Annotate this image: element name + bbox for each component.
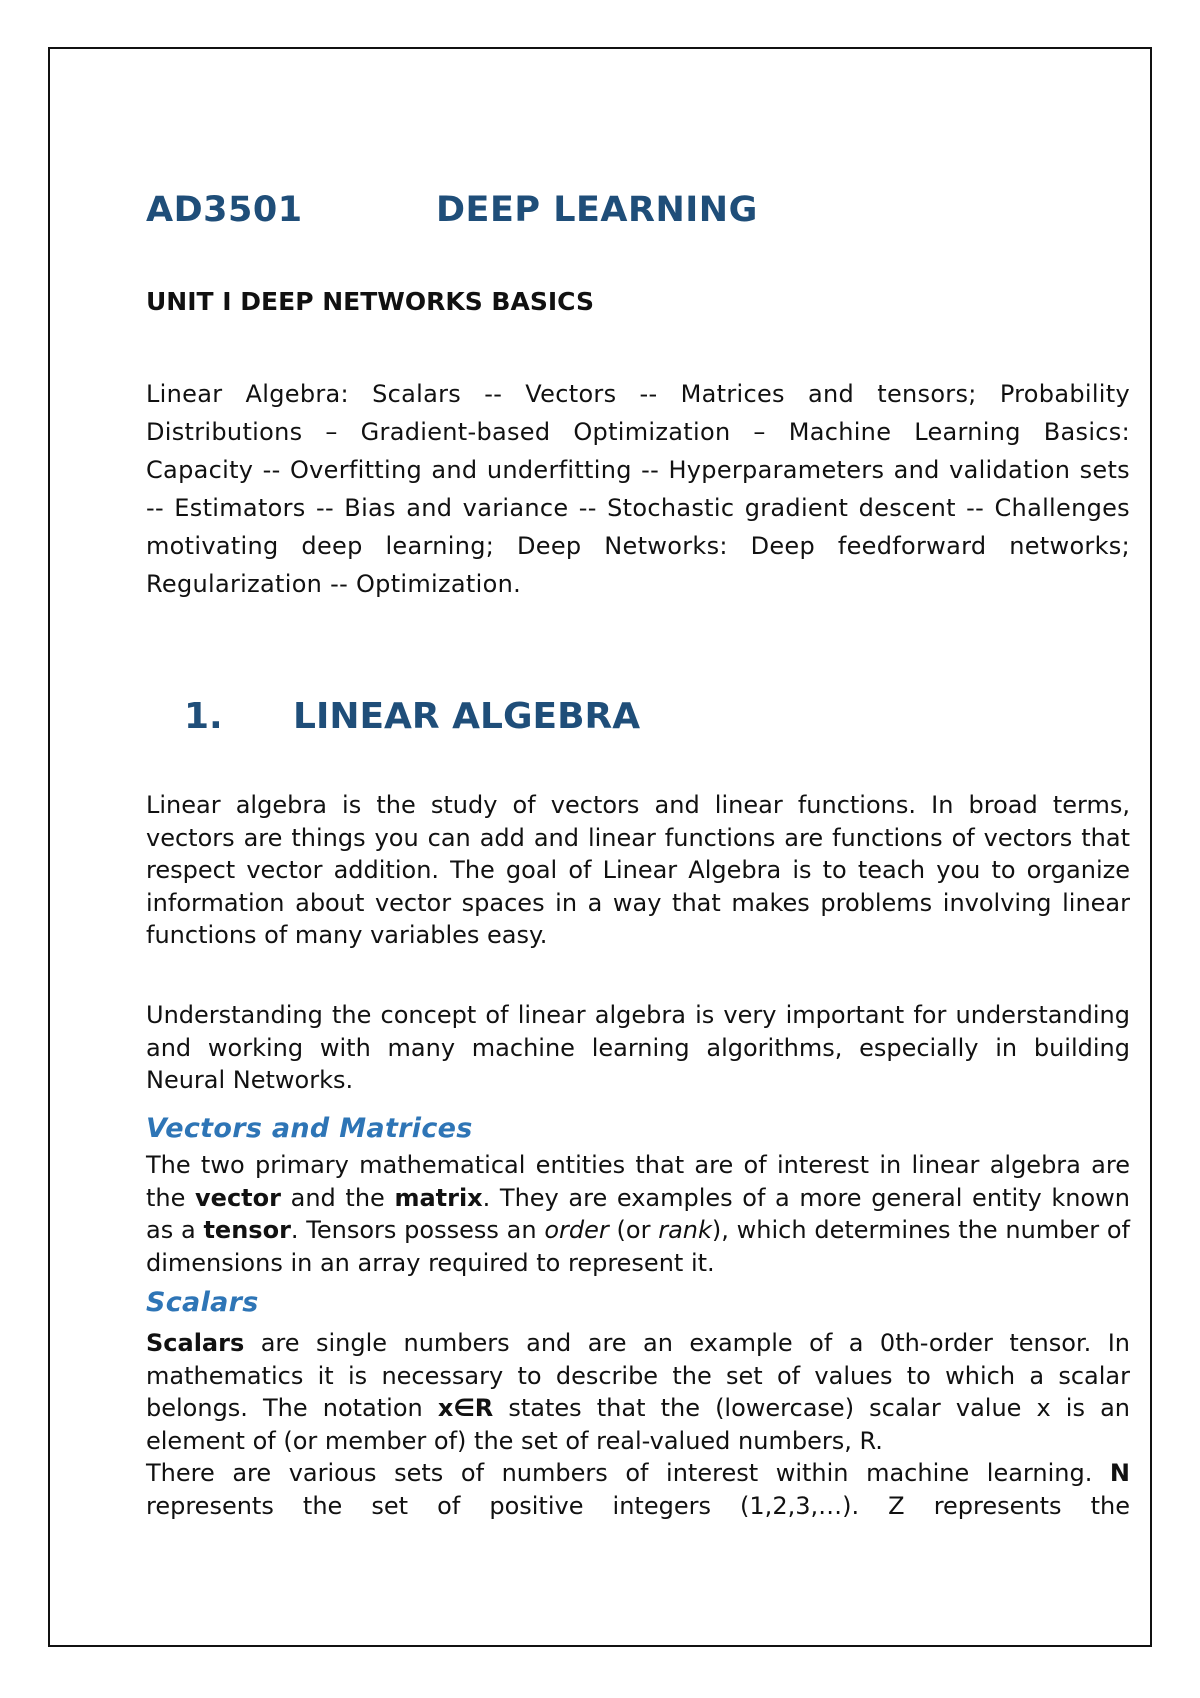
text-run: . Tensors possess an xyxy=(290,1216,545,1245)
course-code: AD3501 xyxy=(146,190,303,230)
text-run: and the xyxy=(280,1183,395,1212)
term-matrix: matrix xyxy=(394,1183,483,1212)
number-sets-paragraph xyxy=(146,1457,1130,1522)
subheading-scalars: Scalars xyxy=(146,1287,259,1318)
term-order: order xyxy=(544,1216,609,1245)
syllabus-paragraph: Linear Algebra: Scalars -- Vectors -- Matrices and tensors; Probability Distributions – Gradient-based Optimization – Machine Learning Basics: Capacity -- Overfitting and underfitting -- Hyperparameters and validation sets -- Estimators -- Bias and variance -- Stochastic gradient descent -- Challenges motivating deep learning; Deep Networks: Deep feedforward networks; Regularization -- Optimization. xyxy=(146,380,1130,598)
course-name: DEEP LEARNING xyxy=(436,190,758,230)
text-run: ), which determines the number of dimensions in an array required to represent it. xyxy=(146,1216,1130,1277)
text-run: are single numbers and are an example of a 0th-order tensor. In mathematics it is necessary to describe the set of values to which a scalar belongs. The notation xyxy=(146,1329,1130,1423)
notation-x-in-r: x∈R xyxy=(437,1394,494,1423)
text-run: . They are examples of a more general entity known as a xyxy=(146,1183,1130,1245)
linear-algebra-intro-paragraph: Linear algebra is the study of vectors and linear functions. In broad terms, vectors are things you can add and linear functions are functions of vectors that respect vector addition. The goal of Linear Algebra is to teach you to organize information about vector spaces in a way that makes problems involving linear functions of many variables easy. xyxy=(146,791,1130,950)
text-run: The two primary mathematical entities that are of interest in linear algebra are the xyxy=(146,1151,1130,1212)
term-tensor: tensor xyxy=(203,1216,291,1245)
section-title: LINEAR ALGEBRA xyxy=(293,696,641,737)
term-rank: rank xyxy=(658,1216,712,1245)
course-title xyxy=(146,190,758,230)
subheading-vectors-and-matrices: Vectors and Matrices xyxy=(146,1113,473,1144)
text-run: states that the (lowercase) scalar value x is an element of (or member of) the set of real-valued numbers, R. xyxy=(146,1394,1130,1455)
section-heading-linear-algebra xyxy=(184,696,640,737)
vectors-matrices-paragraph xyxy=(146,1149,1130,1279)
text-run: represents the set of positive integers (1,2,3,…). Z represents the xyxy=(146,1491,1130,1520)
term-vector: vector xyxy=(195,1183,281,1212)
section-number: 1. xyxy=(184,696,223,737)
linear-algebra-importance-paragraph: Understanding the concept of linear algebra is very important for understanding and working with many machine learning algorithms, especially in building Neural Networks. xyxy=(146,1001,1130,1095)
term-scalars: Scalars xyxy=(146,1329,245,1357)
scalars-definition-paragraph xyxy=(146,1327,1130,1457)
term-n: N xyxy=(1109,1459,1130,1487)
unit-title: UNIT I DEEP NETWORKS BASICS xyxy=(146,287,594,316)
text-run: There are various sets of numbers of interest within machine learning. xyxy=(146,1459,1110,1487)
text-run: (or xyxy=(608,1216,659,1245)
